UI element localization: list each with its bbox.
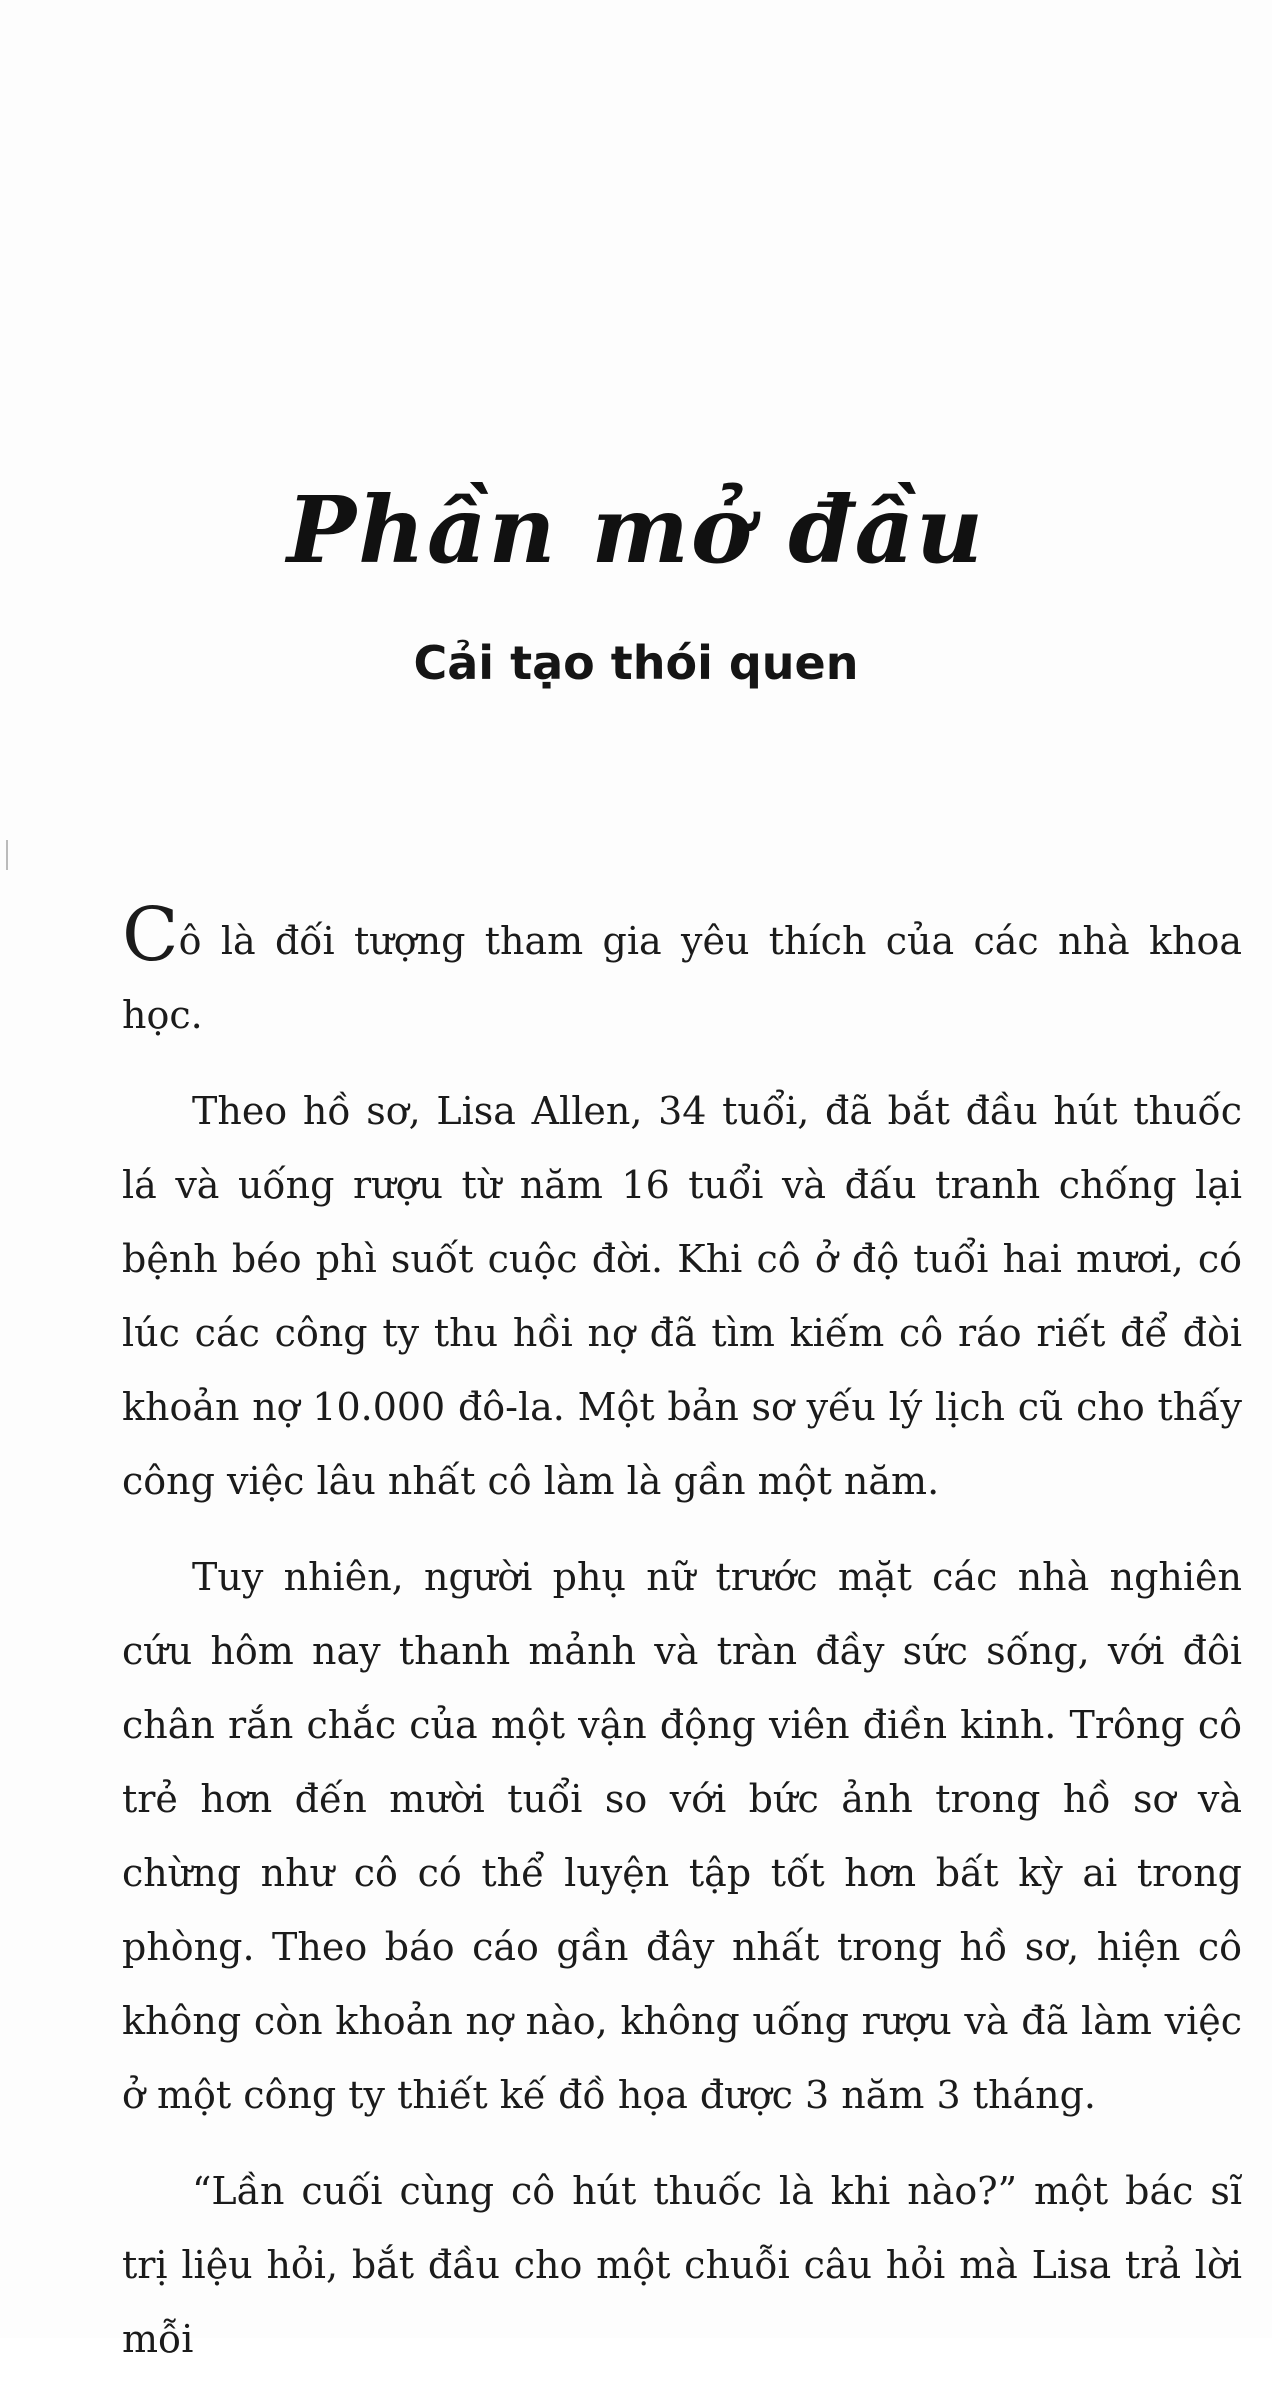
paragraph-4: “Lần cuối cùng cô hút thuốc là khi nào?” một bác sĩ trị liệu hỏi, bắt đầu cho một chuỗi câu hỏi mà Lisa trả lời mỗi [122, 2169, 1242, 2361]
chapter-title: Phần mở đầu [286, 476, 986, 584]
body-text [122, 892, 1242, 2398]
paragraph-3: Tuy nhiên, người phụ nữ trước mặt các nhà nghiên cứu hôm nay thanh mảnh và tràn đầy sức sống, với đôi chân rắn chắc của một vận động viên điền kinh. Trông cô trẻ hơn đến mười tuổi so với bức ảnh trong hồ sơ và chừng như cô có thể luyện tập tốt hơn bất kỳ ai trong phòng. Theo báo cáo gần đây nhất trong hồ sơ, hiện cô không còn khoản nợ nào, không uống rượu và đã làm việc ở một công ty thiết kế đồ họa được 3 năm 3 tháng. [122, 1555, 1242, 2117]
drop-cap: C [122, 892, 179, 978]
paragraph-2: Theo hồ sơ, Lisa Allen, 34 tuổi, đã bắt đầu hút thuốc lá và uống rượu từ năm 16 tuổi và đấu tranh chống lại bệnh béo phì suốt cuộc đời. Khi cô ở độ tuổi hai mươi, có lúc các công ty thu hồi nợ đã tìm kiếm cô ráo riết để đòi khoản nợ 10.000 đô-la. Một bản sơ yếu lý lịch cũ cho thấy công việc lâu nhất cô làm là gần một năm. [122, 1089, 1242, 1503]
page-edge-mark [6, 840, 8, 870]
paragraph-1-text: ô là đối tượng tham gia yêu thích của các nhà khoa học. [122, 919, 1242, 1037]
paragraph-1 [122, 892, 1242, 1052]
chapter-subtitle: Cải tạo thói quen [413, 636, 859, 690]
